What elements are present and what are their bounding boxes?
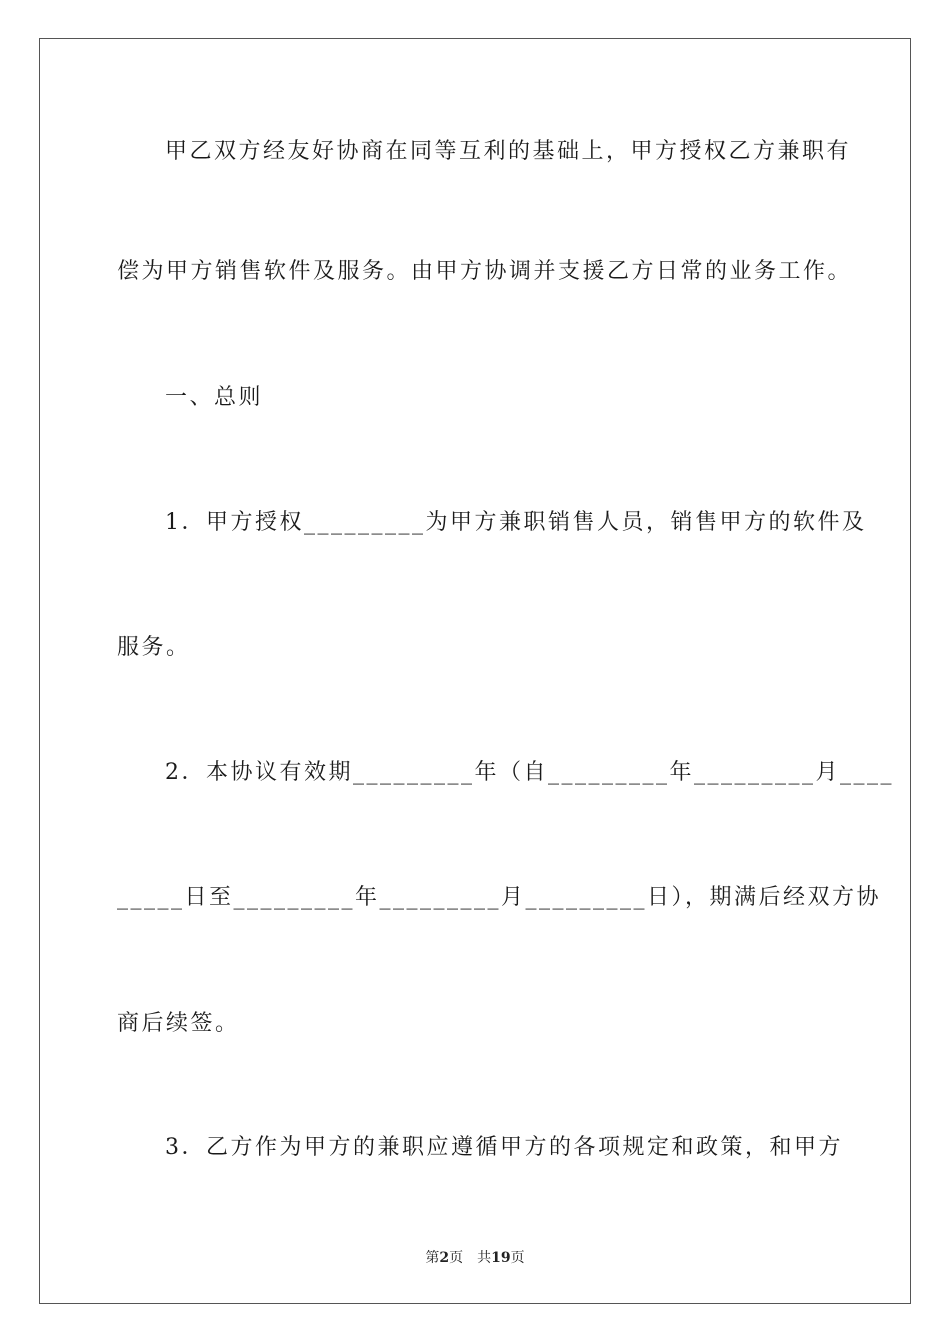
footer-page-current: 2 bbox=[439, 1250, 450, 1266]
footer-page-suffix: 页 bbox=[510, 1250, 525, 1266]
clause-2-line-3: 商后续签。 bbox=[117, 1011, 240, 1036]
paragraph-intro-line-1: 甲乙双方经友好协商在同等互利的基础上，甲方授权乙方兼职有 bbox=[165, 139, 852, 164]
section-heading-general: 一、总则 bbox=[165, 385, 264, 410]
page-footer bbox=[0, 1247, 950, 1267]
footer-page-total: 19 bbox=[491, 1250, 511, 1266]
clause-2-line-2: _____日至_________年_________月_________日），期满后经双方协 bbox=[117, 885, 882, 910]
footer-page-prefix: 第 bbox=[425, 1250, 440, 1266]
paragraph-intro-line-2: 偿为甲方销售软件及服务。由甲方协调并支援乙方日常的业务工作。 bbox=[117, 259, 853, 284]
clause-3-line-1: 3．乙方作为甲方的兼职应遵循甲方的各项规定和政策，和甲方 bbox=[165, 1135, 843, 1160]
page-frame bbox=[39, 38, 911, 1304]
clause-2-line-1: 2．本协议有效期_________年（自_________年_________月____ bbox=[165, 760, 894, 785]
clause-1-line-2: 服务。 bbox=[117, 635, 191, 660]
clause-1-line-1: 1．甲方授权_________为甲方兼职销售人员，销售甲方的软件及 bbox=[165, 510, 867, 535]
footer-page-mid: 页 共 bbox=[449, 1250, 492, 1266]
